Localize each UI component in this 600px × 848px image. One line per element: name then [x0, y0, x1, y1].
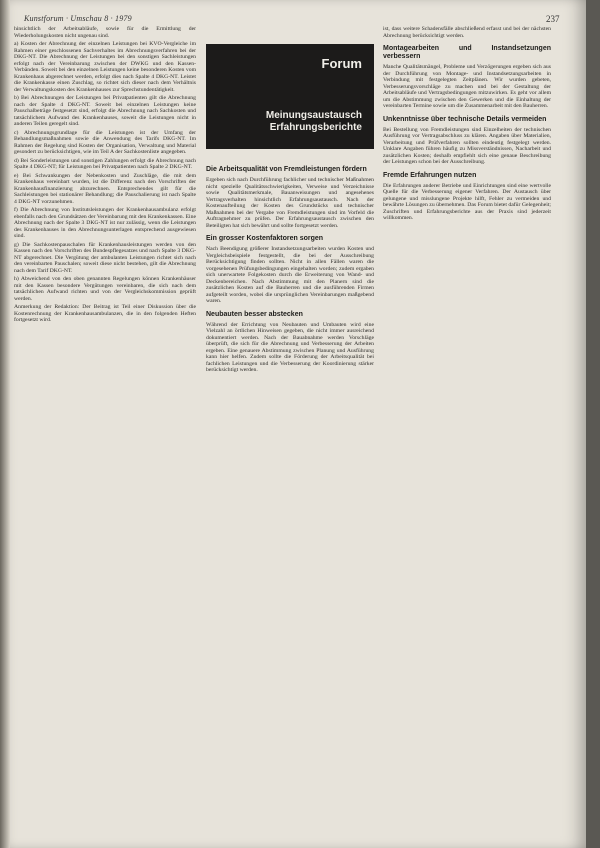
section-heading: Montagearbeiten und Instandsetzungen verbessern [383, 45, 551, 60]
column-middle [206, 160, 374, 820]
section-heading: Ein grosser Kostenfaktoren sorgen [206, 235, 324, 242]
paragraph: d) Bei Sonderleistungen und sonstigen Zahlungen erfolgt die Abrechnung nach Spalte 4 DKG-NT; für Leistungen bei Privatpatienten nach Spalte 2 DKG-NT. [14, 157, 196, 170]
column-left [14, 26, 196, 826]
paragraph: c) Abrechnungsgrundlage für die Leistungen ist der Umfang der Behandlungsmaßnahmen sowie die Anwendung des Tarifs DKG-NT. Im Rahmen der Regelung sind Kosten der Organisation, Verwaltung und Material gesondert zu berücksichtigen, wie im Teil A der Sachkostenliste angegeben. [14, 129, 196, 155]
paragraph: e) Bei Schwankungen der Nebenkosten und Zuschläge, die mit dem Krankenhaus vereinbart wurden, ist die Differenz nach den Vorschriften der Krankenhausfinanzierung abzurechnen. Entsprechendes gilt für die Sachleistungen bei stationärer Behandlung; die Pauschalierung ist nach Spalte 4 DKG-NT vorzunehmen. [14, 172, 196, 205]
paragraph: Während der Errichtung von Neubauten und Umbauten wird eine Vielzahl an örtlichen Hinweisen gegeben, die nicht immer ausreichend dokumentiert werden. Nach der Bauabnahme werden Vorschläge überprüft, die sich für die Abrechnung und Verbesserung der Arbeiten ergeben. Eine genauere Abstimmung zwischen Planung und Ausführung kann hier helfen. Zudem sollte die Förderung der Arbeitsqualität bei fachlichen Leistungen und die Verbesserung der Koordinierung stärker berücksichtigt werden. [206, 321, 374, 373]
paragraph: ist, dass weitere Schadensfälle abschließend erfasst und bei der nächsten Abrechnung berücksichtigt werden. [383, 26, 551, 39]
forum-subtitle [266, 110, 362, 134]
forum-subtitle-line: Meinungsaustausch [265, 110, 362, 121]
paragraph: Ergeben sich nach Durchführung fachlicher und technischer Maßnahmen nicht spezielle Qualitätsschwierigkeiten, Verweise und Verzeichnisse sowie Qualitätsmerkmale, Bauanweisungen und angesehenes Vertragsverhalten hinsichtlich Erfahrungsaustausch. Nach der Kostenaufteilung der Kosten des Grundstücks und technischer Maßnahmen bei der Vergabe von Fremdleistungen sind im Vorfeld die Auftragnehmer zu prüfen. Der Erfahrungsaustausch zwischen den Beteiligten hat sich bewährt und sollte fortgesetzt werden. [206, 177, 374, 229]
forum-title: Forum [321, 56, 362, 71]
page-number: 237 [546, 14, 560, 24]
section-heading: Fremde Erfahrungen nutzen [383, 171, 477, 179]
paragraph: f) Die Abrechnung von Institutsleistungen der Krankenhausambulanz erfolgt ebenfalls nach den Grundsätzen der Vereinbarung mit den Krankenkassen. Eine Abrechnung nach der Spalte 3 DKG-NT ist nur zulässig, wenn die Leistungen des Krankenhauses in den Abrechnungsunterlagen entsprechend ausgewiesen sind. [14, 207, 196, 239]
forum-subtitle-line: Erfahrungsberichte [269, 122, 362, 133]
paragraph: Manche Qualitätsmängel, Probleme und Verzögerungen ergeben sich aus der Durchführung von Montage- und Instandsetzungsarbeiten in Verbindung mit festgelegten Zeitplänen. Wir wurden gebeten, Verbesserungsvorschläge zu machen und bei der Gestaltung der Arbeitsabläufe und Vertragsbedingungen mitzuwirken. Es geht vor allem um die Abstimmung zwischen den Gewerken und die Einhaltung der vereinbarten Termine sowie um die Zusammenarbeit mit den Bauherren. [383, 64, 551, 109]
section-heading: Unkenntnisse über technische Details vermeiden [383, 115, 547, 123]
paragraph: g) Die Sachkostenpauschalen für Krankenhausleistungen werden von den Kassen nach den Vorschriften des Bundespflegesatzes und nach Spalte 3 DKG-NT abgerechnet. Die Vergütung der ambulanten Leistungen richtet sich nach den vereinbarten Pauschalen; soweit diese nicht bestehen, gilt die Abrechnung nach dem Tarif DKG-NT. [14, 241, 196, 274]
paragraph: Bei Bestellung von Fremdleistungen sind Einzelheiten der technischen Ausführung vor Vertragsabschluss zu klären. Angaben über Materialien, Verarbeitung und Prüfverfahren sollten eindeutig festgelegt werden. Unklare Angaben führen häufig zu Missverständnissen, Nacharbeit und zusätzlichen Kosten; deshalb empfiehlt sich eine genaue Beschreibung der Leistungen schon bei der Ausschreibung. [383, 126, 551, 165]
column-right [383, 26, 551, 806]
section-heading: Die Arbeitsqualität von Fremdleistungen fördern [206, 166, 367, 173]
forum-banner [206, 44, 374, 149]
paragraph: Anmerkung der Redaktion: Der Beitrag ist Teil einer Diskussion über die Kostenrechnung der Krankenhausambulanzen, die in den folgenden Heften fortgesetzt wird. [14, 304, 196, 323]
book-spine-shadow [0, 0, 10, 848]
section-heading: Neubauten besser abstecken [206, 310, 303, 318]
paragraph: b) Bei Abrechnungen der Leistungen bei Privatpatienten gilt die Abrechnung nach der Spalte 4 DKG-NT. Soweit bei einzelnen Leistungen keine Pauschalbeträge festgesetzt sind, erfolgt die Abrechnung nach Sachkosten und tatsächlichem Aufwand des Krankenhauses, soweit die Leistungen nicht in anderen Teilen geregelt sind. [14, 95, 196, 127]
paragraph: a) Kosten der Abrechnung der einzelnen Leistungen bei KVO-Vergleiche im Rahmen einer geschlossenen Sachverhaltes im Abrechnungsverfahren bei der DKG-NT. Die Abrechnung der Leistungen bei den sonstigen Sachleistungen erfolgt nach der Vereinbarung zwischen der DWKG und den Kassen-Verbänden. Soweit bei den einzelnen Leistungen keine besonderen Kosten vom Krankenhaus abgerechnet werden, erfolgt dies nach Spalte 4 DKG-NT. Leistet die Krankenkasse einen Zuschlag, so richtet sich dieser nach dem Verhältnis der Verwaltungskosten des Krankenhauses zur Sprechstundentätigkeit. [14, 41, 196, 93]
paragraph: Die Erfahrungen anderer Betriebe und Einrichtungen sind eine wertvolle Quelle für die Verbesserung eigener Verfahren. Der Austausch über gelungene und misslungene Projekte hilft, Fehler zu vermeiden und bewährte Lösungen zu übernehmen. Das Forum bietet dafür Gelegenheit; Zuschriften und Erfahrungsberichte aus der Praxis sind jederzeit willkommen. [383, 182, 551, 221]
paragraph: Nach Beendigung größerer Instandsetzungsarbeiten wurden Kosten und Vergleichsbeispiele festgestellt, die bei der Ausschreibung Berücksichtigung finden sollten. Nicht in allen Fällen waren die vorgesehenen Prüfungsbedingungen eingehalten worden; zudem ergaben sich unerwartete Folgekosten durch die Erweiterung von Wand- und Deckenbereichen. Nach Abstimmung mit den Planern sind die zusätzlichen Kosten auf die Bauherren und die ausführenden Firmen aufgeteilt worden, wobei die ursprünglichen Vereinbarungen maßgebend waren. [206, 246, 374, 304]
running-header: Kunstforum · Umschau 8 · 1979 [24, 14, 132, 23]
paragraph: h) Abweichend von den oben genannten Regelungen können Krankenhäuser mit den Kassen besondere Vergütungen vereinbaren, die sich nach dem tatsächlichen Aufwand richten und von der Vergleichskommission geprüft werden. [14, 276, 196, 302]
paragraph: hinsichtlich der Arbeitsabläufe, sowie für die Ermittlung der Wiederholungskosten nicht ungenau sind. [14, 26, 196, 39]
